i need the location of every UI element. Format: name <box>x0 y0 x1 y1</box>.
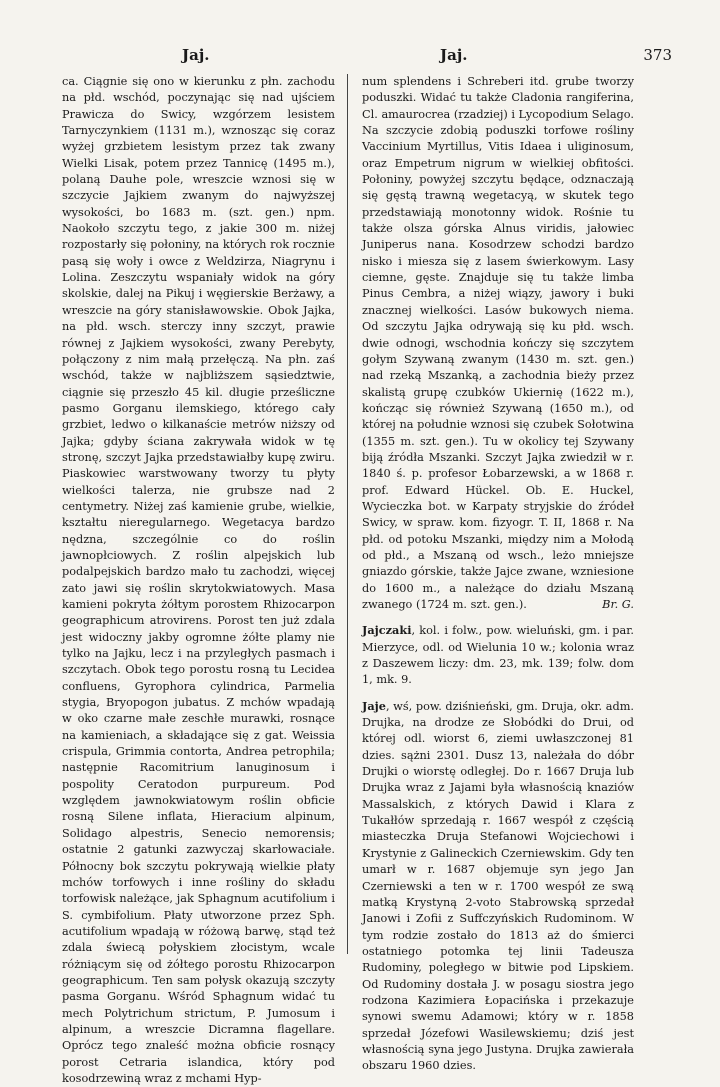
entry-text: , wś, pow. dziśnieński, gm. Druja, okr. adm. Drujka, na drodze ze Słobódki do Drui, od której odl. wiorst 6, ziemi uwłaszczonej 81 dzies. sążni 2301. Dusz 13, należała do dóbr Drujki o wiorstę odległej. Do r. 1667 Druja lub Drujka wraz z Jajami była własnością knaziów Massalskich, z których Dawid i Klara z Tukałłów sprzedają r. 1667 wespół z częścią miasteczka Druja Stefanowi Wojciechowi i Krystynie z Galineckich Czerniewskim. Gdy ten umarł w r. 1687 objemuje syn jego Jan Czerniewski a ten w r. 1700 wespół ze swą matką Krystyną 2-voto Stabrowską sprzedał Janowi i Zofii z Suffczyńskich Rudominom. W tym rodzie zostało do 1813 aż do śmierci ostatniego potomka tej linii Tadeusza Rudominy, poległego w bitwie pod Lipskiem. Od Rudominy dostała J. w posagu siostra jego rodzona Kazimiera Łopacińska i przekazuje synowi swemu Adamowi; który w r. 1858 sprzedał Józefowi Wasilewskiemu; dziś jest własnością syna jego Justyna. Drujka zawierała obszaru 1960 dzies. <box>362 699 634 1073</box>
left-column <box>62 74 335 1087</box>
page-number: 373 <box>643 46 672 64</box>
running-head-right: Jaj. <box>440 46 468 64</box>
entry-jajko-text: num splendens i Schreberi itd. grube tworzy poduszki. Widać tu także Cladonia rangiferina, Cl. amaurocrea (rzadziej) i Lycopodium Selago. Na szczycie zdobią poduszki torfowe rośliny Vaccinium Myrtillus, Vitis Idaea i uliginosum, oraz Empetrum nigrum w wielkiej obfitości. Połoniny, powyżej szczytu będące, odznaczają się gęstą trawną wegetacyą, w skutek tego przedstawiają monotonny widok. Rośnie tu także olsza górska Alnus viridis, jałowiec Juniperus nana. Kosodrzew schodzi bardzo nisko i miesza się z lasem świerkowym. Lasy ciemne, gęste. Znajduje się tu także limba Pinus Cembra, a niżej wiązy, jawory i buki znacznej wielkości. Lasów bukowych niema. Od szczytu Jajka odrywają się ku płd. wsch. dwie odnogi, wschodnia kończy się szczytem gołym Szywaną zwanym (1430 m. szt. gen.) nad rzeką Mszanką, a zachodnia bieży przez skalistą grupę czubków Ukiernię (1622 m.), kończąc się również Szywaną (1650 m.), od której na południe wznosi się czubek Sołotwina (1355 m. szt. gen.). Tu w okolicy tej Szywany biją źródła Mszanki. Szczyt Jajka zwiedził w r. 1840 ś. p. profesor Łobarzewski, a w 1868 r. prof. Edward Hückel. Ob. E. Huckel, Wycieczka bot. w Karpaty stryjskie do źródeł Swicy, w spraw. kom. fizyogr. T. II, 1868 r. Na płd. od potoku Mszanki, między nim a Mołodą od płd., a Mszaną od wsch., leżo mniejsze gniazdo górskie, także Jajce zwane, wzniesione do 1600 m., a należące do działu Mszaną zwanego (1724 m. szt. gen.). <box>362 75 634 611</box>
entry-text: , kol. i folw., pow. wieluński, gm. i par. Mierzyce, odl. od Wielunia 10 w.; kolonia wraz z Daszewem liczy: dm. 23, mk. 139; folw. dom 1, mk. 9. <box>362 624 634 687</box>
left-column-text: ca. Ciągnie się ono w kierunku z płn. zachodu na płd. wschód, poczynając się nad ujściem Prawicza do Swicy, wzgórzem lesistem Tarnyczynkiem (1131 m.), wznosząc się coraz wyżej grzbietem lesistym przez tak zwany Wielki Lisak, potem przez Tannicę (1495 m.), polaną Dauhe pole, wreszcie wznosi się w szczycie Jajkiem zwanym do najwyższej wysokości, bo 1683 m. (szt. gen.) npm. Naokoło szczytu tego, z jakie 300 m. niżej rozpostarły się połoniny, na których rok rocznie pasą się woły i owce z Weldzirza, Niagrynu i Lolina. Zeszczytu wspaniały widok na góry skolskie, dalej na Pikuj i węgierskie Berżawy, a wreszcie na góry stanisławowskie. Obok Jajka, na płd. wsch. sterczy inny szczyt, prawie równej z Jajkiem wysokości, zwany Perebyty, połączony z nim małą przełęczą. Na płn. zaś wschód, także w najbliższem sąsiedztwie, ciągnie się przeszło 45 kil. długie prześliczne pasmo Gorganu ilemskiego, którego cały grzbiet, ledwo o kilkanaście metrów niższy od Jajka; gdyby ściana zakrywała widok w tę stronę, szczyt Jajka przedstawiałby kupę zwiru. Piaskowiec warstwowany tworzy tu płyty wielkości talerza, nie grubsze nad 2 centymetry. Niżej zaś kamienie grube, wielkie, kształtu nieregularnego. Wegetacya bardzo nędzna, szczególnie co do roślin jawnopłciowych. Z roślin alpejskich lub podalpejskich bardzo mało tu zachodzi, więcej zato jawi się roślin skrytokwiatowych. Masa kamieni pokryta żółtym porostem Rhizocarpon geographicum atrovirens. Porost ten już zdala jest widoczny jakby ogromne żółte plamy nie tylko na Jajku, lecz i na przyległych pasmach i szczytach. Obok tego porostu rosną tu Lecidea confluens, Gyrophora cylindrica, Parmelia stygia, Bryopogon jubatus. Z mchów wpadają w oko czarne małe zeschłe murawki, rosnące na kamieniach, a składające się z gat. Weissia crispula, Grimmia contorta, Andrea petrophila; następnie Racomitrium lanuginosum i pospolity Ceratodon purpureum. Pod względem jawnokwiatowym roślin obficie rosną Silene inflata, Hieracium alpinum, Solidago alpestris, Senecio nemorensis; ostatnie 2 gatunki zazwyczaj skarłowaciałe. Północny bok szczytu pokrywają wielkie płaty mchów torfowych i inne rośliny do składu torfowisk należące, jak Sphagnum acutifolium i S. cymbifolium. Płaty utworzone przez Sph. acutifolium wpadają w różową barwę, stąd też zdala świecą połyskiem złocistym, wcale różniącym się od żółtego porostu Rhizocarpon geographicum. Ten sam połysk okazują szczyty pasma Gorganu. Wśród Sphagnum widać tu mech Polytrichum strictum, P. Jumosum i alpinum, a wreszcie Dicramna flagellare. Oprócz tego znaleść można obficie rosnący porost Cetraria islandica, który pod kosodrzewiną wraz z mchami Hyp- <box>62 75 335 1085</box>
entry-headword: Jajczaki <box>362 623 412 638</box>
entry-jajczaki <box>362 622 634 688</box>
entry-jaje <box>362 698 634 1075</box>
entry-headword: Jaje <box>362 698 386 713</box>
running-head-left: Jaj. <box>182 46 210 64</box>
author-signature: Br. G. <box>602 598 634 611</box>
column-divider <box>347 74 348 954</box>
entry-jajko-continuation <box>362 74 634 613</box>
right-column <box>362 74 634 1075</box>
